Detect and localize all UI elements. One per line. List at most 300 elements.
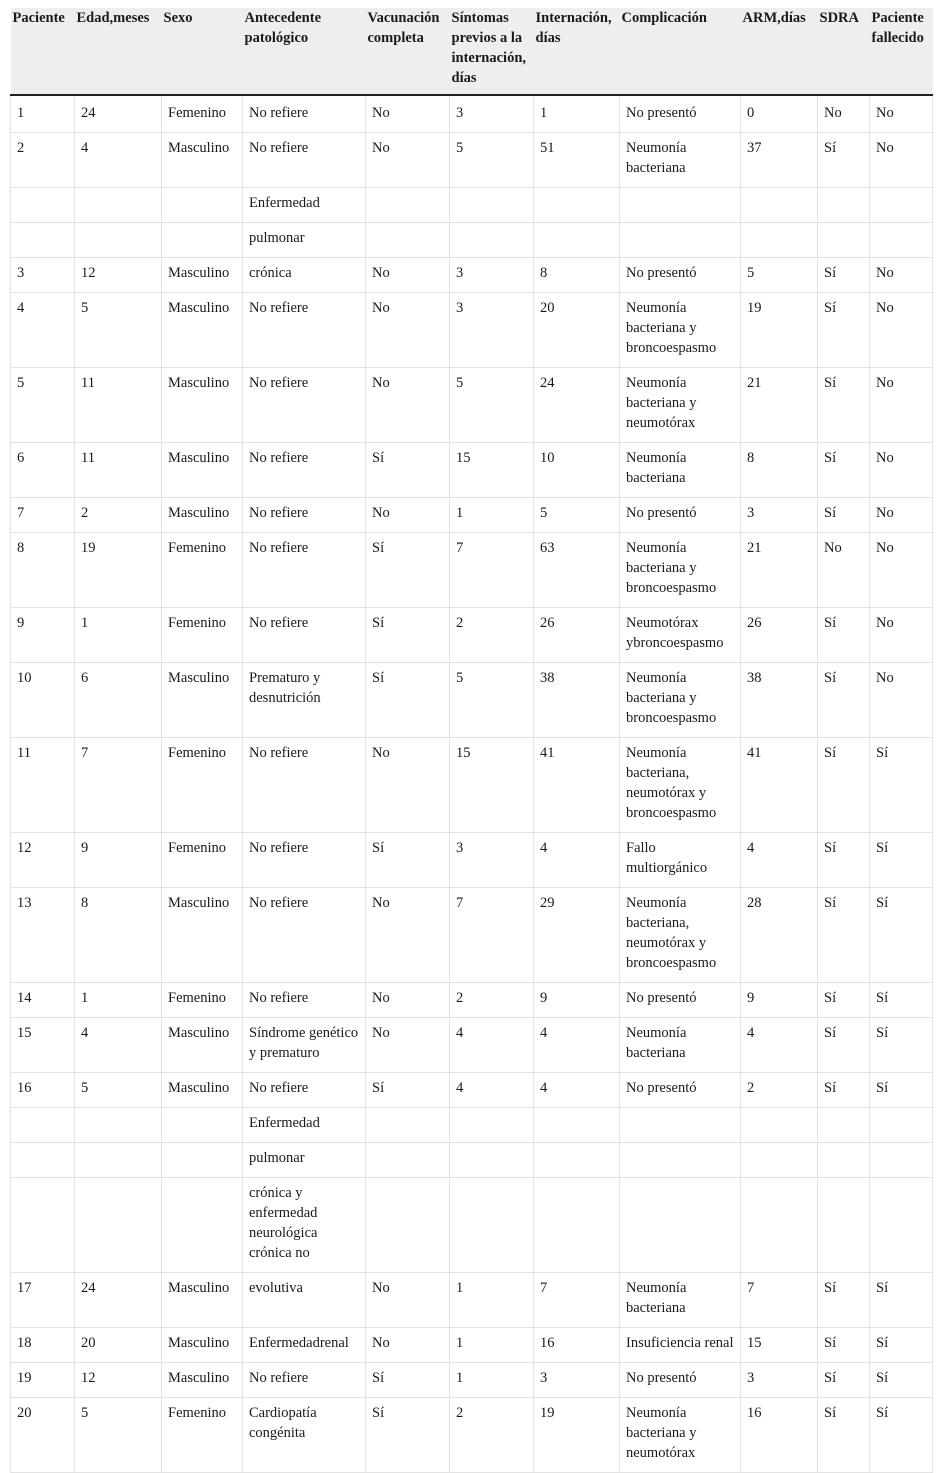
table-row xyxy=(11,1018,933,1073)
cell-paciente: 10 xyxy=(11,663,75,738)
cell-internacion: 41 xyxy=(534,738,620,833)
cell-paciente: 1 xyxy=(11,95,75,133)
header-arm: ARM,días xyxy=(741,8,818,95)
cell-vacunacion: No xyxy=(366,133,450,188)
cell-edad: 5 xyxy=(75,1398,162,1473)
cell-paciente: 17 xyxy=(11,1273,75,1328)
cell-antecedente: No refiere xyxy=(243,608,366,663)
cell-fallecido: No xyxy=(870,293,933,368)
cell-sexo: Masculino xyxy=(162,663,243,738)
table-row xyxy=(11,95,933,133)
cell-sintomas: 4 xyxy=(450,1073,534,1108)
cell-vacunacion: Sí xyxy=(366,1398,450,1473)
cell-complicacion: No presentó xyxy=(620,983,741,1018)
cell-fallecido: No xyxy=(870,533,933,608)
cell-edad: 11 xyxy=(75,368,162,443)
table-row xyxy=(11,608,933,663)
cell-arm: 3 xyxy=(741,1363,818,1398)
cell-vacunacion: No xyxy=(366,368,450,443)
table-container xyxy=(10,8,932,1461)
cell-sintomas: 2 xyxy=(450,608,534,663)
cell-internacion: 8 xyxy=(534,258,620,293)
cell-fallecido: Sí xyxy=(870,833,933,888)
table-body xyxy=(11,95,933,1473)
cell-vacunacion xyxy=(366,223,450,258)
cell-internacion: 4 xyxy=(534,833,620,888)
cell-vacunacion: Sí xyxy=(366,1363,450,1398)
cell-antecedente: Enfermedad xyxy=(243,188,366,223)
table-row xyxy=(11,1178,933,1273)
table-row xyxy=(11,738,933,833)
cell-arm: 4 xyxy=(741,833,818,888)
cell-sintomas: 5 xyxy=(450,133,534,188)
header-edad: Edad,meses xyxy=(75,8,162,95)
cell-complicacion xyxy=(620,1143,741,1178)
table-row xyxy=(11,1363,933,1398)
cell-complicacion: No presentó xyxy=(620,1363,741,1398)
cell-sintomas: 4 xyxy=(450,1018,534,1073)
cell-sdra: Sí xyxy=(818,133,870,188)
cell-sdra: Sí xyxy=(818,663,870,738)
cell-antecedente: No refiere xyxy=(243,983,366,1018)
cell-vacunacion: No xyxy=(366,983,450,1018)
table-row xyxy=(11,293,933,368)
cell-sexo: Masculino xyxy=(162,1363,243,1398)
cell-fallecido: No xyxy=(870,95,933,133)
cell-internacion xyxy=(534,1143,620,1178)
cell-arm xyxy=(741,1108,818,1143)
cell-sdra: Sí xyxy=(818,258,870,293)
cell-vacunacion xyxy=(366,188,450,223)
cell-internacion: 63 xyxy=(534,533,620,608)
cell-internacion: 51 xyxy=(534,133,620,188)
cell-sdra: Sí xyxy=(818,293,870,368)
table-row xyxy=(11,983,933,1018)
cell-sintomas xyxy=(450,1108,534,1143)
cell-arm: 5 xyxy=(741,258,818,293)
cell-internacion: 4 xyxy=(534,1018,620,1073)
cell-antecedente: No refiere xyxy=(243,133,366,188)
cell-complicacion: Neumonía bacteriana, neumotórax y broncoespasmo xyxy=(620,888,741,983)
cell-complicacion: Neumonía bacteriana xyxy=(620,443,741,498)
cell-vacunacion xyxy=(366,1178,450,1273)
cell-paciente xyxy=(11,1143,75,1178)
cell-edad: 4 xyxy=(75,133,162,188)
cell-arm: 19 xyxy=(741,293,818,368)
cell-internacion: 1 xyxy=(534,95,620,133)
cell-paciente: 2 xyxy=(11,133,75,188)
cell-sdra: Sí xyxy=(818,443,870,498)
cell-sdra: Sí xyxy=(818,608,870,663)
cell-arm: 26 xyxy=(741,608,818,663)
cell-paciente: 12 xyxy=(11,833,75,888)
cell-arm: 7 xyxy=(741,1273,818,1328)
cell-paciente: 11 xyxy=(11,738,75,833)
cell-arm: 8 xyxy=(741,443,818,498)
table-row xyxy=(11,1273,933,1328)
cell-internacion: 26 xyxy=(534,608,620,663)
cell-complicacion xyxy=(620,1108,741,1143)
cell-paciente xyxy=(11,1178,75,1273)
cell-vacunacion: No xyxy=(366,1273,450,1328)
cell-internacion: 20 xyxy=(534,293,620,368)
cell-sexo: Masculino xyxy=(162,368,243,443)
table-row xyxy=(11,443,933,498)
cell-internacion: 16 xyxy=(534,1328,620,1363)
cell-edad: 9 xyxy=(75,833,162,888)
table-row xyxy=(11,258,933,293)
header-row xyxy=(11,8,933,95)
cell-internacion: 7 xyxy=(534,1273,620,1328)
cell-complicacion: Neumonía bacteriana y broncoespasmo xyxy=(620,293,741,368)
cell-arm: 2 xyxy=(741,1073,818,1108)
cell-complicacion: Neumonía bacteriana y broncoespasmo xyxy=(620,663,741,738)
cell-sdra: No xyxy=(818,533,870,608)
cell-vacunacion: No xyxy=(366,738,450,833)
cell-arm xyxy=(741,188,818,223)
cell-paciente: 5 xyxy=(11,368,75,443)
cell-sexo: Femenino xyxy=(162,608,243,663)
cell-sintomas: 7 xyxy=(450,533,534,608)
cell-sexo: Femenino xyxy=(162,1398,243,1473)
cell-sdra: Sí xyxy=(818,1018,870,1073)
cell-sdra: Sí xyxy=(818,1328,870,1363)
cell-sexo: Masculino xyxy=(162,1328,243,1363)
table-row xyxy=(11,533,933,608)
cell-sdra: Sí xyxy=(818,833,870,888)
cell-complicacion xyxy=(620,1178,741,1273)
cell-vacunacion: No xyxy=(366,258,450,293)
cell-antecedente: Cardiopatía congénita xyxy=(243,1398,366,1473)
header-sdra: SDRA xyxy=(818,8,870,95)
cell-sexo: Femenino xyxy=(162,833,243,888)
cell-paciente: 8 xyxy=(11,533,75,608)
cell-antecedente: No refiere xyxy=(243,368,366,443)
table-row xyxy=(11,133,933,188)
cell-fallecido: No xyxy=(870,133,933,188)
cell-vacunacion: Sí xyxy=(366,663,450,738)
cell-vacunacion: Sí xyxy=(366,1073,450,1108)
cell-fallecido: Sí xyxy=(870,983,933,1018)
cell-fallecido: Sí xyxy=(870,1273,933,1328)
header-sexo: Sexo xyxy=(162,8,243,95)
cell-vacunacion: No xyxy=(366,498,450,533)
cell-fallecido xyxy=(870,1178,933,1273)
header-internacion: Internación, días xyxy=(534,8,620,95)
cell-fallecido: No xyxy=(870,443,933,498)
cell-vacunacion: Sí xyxy=(366,833,450,888)
cell-complicacion: Neumonía bacteriana xyxy=(620,133,741,188)
cell-vacunacion: No xyxy=(366,95,450,133)
cell-complicacion: No presentó xyxy=(620,498,741,533)
cell-complicacion: Neumonía bacteriana y neumotórax xyxy=(620,1398,741,1473)
cell-vacunacion: Sí xyxy=(366,443,450,498)
cell-paciente: 9 xyxy=(11,608,75,663)
cell-sintomas xyxy=(450,188,534,223)
cell-edad: 12 xyxy=(75,1363,162,1398)
cell-edad: 24 xyxy=(75,95,162,133)
cell-sdra: Sí xyxy=(818,1363,870,1398)
cell-fallecido: Sí xyxy=(870,1398,933,1473)
cell-fallecido: No xyxy=(870,498,933,533)
cell-antecedente: crónica xyxy=(243,258,366,293)
table-row xyxy=(11,1328,933,1363)
cell-sexo: Masculino xyxy=(162,133,243,188)
cell-edad xyxy=(75,1143,162,1178)
cell-sintomas: 5 xyxy=(450,368,534,443)
cell-internacion xyxy=(534,188,620,223)
cell-sexo: Masculino xyxy=(162,888,243,983)
cell-sintomas: 2 xyxy=(450,1398,534,1473)
cell-sintomas xyxy=(450,1178,534,1273)
cell-edad: 1 xyxy=(75,608,162,663)
table-row xyxy=(11,223,933,258)
header-vacunacion: Vacunación completa xyxy=(366,8,450,95)
cell-sdra xyxy=(818,1178,870,1273)
cell-vacunacion: No xyxy=(366,1328,450,1363)
cell-antecedente: Enfermedadrenal xyxy=(243,1328,366,1363)
cell-paciente xyxy=(11,223,75,258)
cell-internacion: 29 xyxy=(534,888,620,983)
cell-edad: 12 xyxy=(75,258,162,293)
table-row xyxy=(11,498,933,533)
table-row xyxy=(11,1143,933,1178)
cell-sexo: Masculino xyxy=(162,443,243,498)
cell-arm: 28 xyxy=(741,888,818,983)
cell-sdra: Sí xyxy=(818,738,870,833)
cell-sexo: Femenino xyxy=(162,533,243,608)
cell-antecedente: No refiere xyxy=(243,293,366,368)
cell-antecedente: No refiere xyxy=(243,498,366,533)
cell-sintomas: 15 xyxy=(450,443,534,498)
cell-edad: 5 xyxy=(75,293,162,368)
cell-edad: 4 xyxy=(75,1018,162,1073)
cell-sdra: Sí xyxy=(818,1273,870,1328)
cell-arm: 21 xyxy=(741,368,818,443)
cell-antecedente: pulmonar xyxy=(243,223,366,258)
cell-paciente: 14 xyxy=(11,983,75,1018)
cell-antecedente: Prematuro y desnutrición xyxy=(243,663,366,738)
table-row xyxy=(11,1398,933,1473)
cell-antecedente: evolutiva xyxy=(243,1273,366,1328)
cell-sdra: Sí xyxy=(818,498,870,533)
cell-edad: 19 xyxy=(75,533,162,608)
cell-fallecido xyxy=(870,1108,933,1143)
cell-paciente xyxy=(11,1108,75,1143)
cell-internacion xyxy=(534,223,620,258)
cell-fallecido xyxy=(870,188,933,223)
cell-arm: 0 xyxy=(741,95,818,133)
cell-fallecido: Sí xyxy=(870,1328,933,1363)
header-sintomas: Síntomas previos a la internación, días xyxy=(450,8,534,95)
cell-edad: 8 xyxy=(75,888,162,983)
cell-sdra xyxy=(818,1108,870,1143)
cell-sdra: Sí xyxy=(818,983,870,1018)
cell-complicacion: Neumonía bacteriana y broncoespasmo xyxy=(620,533,741,608)
header-fallecido: Paciente fallecido xyxy=(870,8,933,95)
cell-sintomas: 1 xyxy=(450,1273,534,1328)
cell-arm: 21 xyxy=(741,533,818,608)
cell-complicacion: No presentó xyxy=(620,95,741,133)
cell-paciente xyxy=(11,188,75,223)
cell-edad xyxy=(75,223,162,258)
cell-arm: 37 xyxy=(741,133,818,188)
cell-arm: 16 xyxy=(741,1398,818,1473)
cell-sintomas: 15 xyxy=(450,738,534,833)
cell-sdra xyxy=(818,188,870,223)
cell-sintomas: 1 xyxy=(450,1328,534,1363)
cell-paciente: 13 xyxy=(11,888,75,983)
table-row xyxy=(11,888,933,983)
cell-fallecido: Sí xyxy=(870,1018,933,1073)
cell-sintomas: 2 xyxy=(450,983,534,1018)
cell-edad: 5 xyxy=(75,1073,162,1108)
cell-arm: 15 xyxy=(741,1328,818,1363)
cell-antecedente: No refiere xyxy=(243,443,366,498)
cell-complicacion: Neumonía bacteriana, neumotórax y broncoespasmo xyxy=(620,738,741,833)
cell-complicacion: Neumotórax ybroncoespasmo xyxy=(620,608,741,663)
cell-complicacion: No presentó xyxy=(620,1073,741,1108)
cell-arm: 4 xyxy=(741,1018,818,1073)
cell-fallecido: No xyxy=(870,258,933,293)
cell-internacion: 10 xyxy=(534,443,620,498)
cell-sexo: Masculino xyxy=(162,498,243,533)
cell-sexo xyxy=(162,188,243,223)
cell-sexo: Masculino xyxy=(162,1273,243,1328)
cell-sexo: Femenino xyxy=(162,95,243,133)
cell-antecedente: No refiere xyxy=(243,833,366,888)
cell-internacion xyxy=(534,1178,620,1273)
cell-vacunacion: Sí xyxy=(366,533,450,608)
cell-paciente: 20 xyxy=(11,1398,75,1473)
cell-internacion: 19 xyxy=(534,1398,620,1473)
cell-antecedente: No refiere xyxy=(243,738,366,833)
cell-sdra xyxy=(818,223,870,258)
table-row xyxy=(11,1108,933,1143)
cell-vacunacion xyxy=(366,1108,450,1143)
cell-paciente: 6 xyxy=(11,443,75,498)
cell-internacion xyxy=(534,1108,620,1143)
cell-edad xyxy=(75,188,162,223)
cell-fallecido xyxy=(870,223,933,258)
cell-sintomas: 3 xyxy=(450,95,534,133)
cell-sdra: Sí xyxy=(818,888,870,983)
cell-sdra: Sí xyxy=(818,368,870,443)
patients-table xyxy=(10,8,933,1473)
cell-sintomas: 5 xyxy=(450,663,534,738)
cell-fallecido: Sí xyxy=(870,888,933,983)
table-header xyxy=(11,8,933,95)
cell-sexo: Masculino xyxy=(162,1018,243,1073)
cell-complicacion: Insuficiencia renal xyxy=(620,1328,741,1363)
cell-paciente: 15 xyxy=(11,1018,75,1073)
cell-vacunacion xyxy=(366,1143,450,1178)
cell-sexo xyxy=(162,1143,243,1178)
cell-fallecido: No xyxy=(870,368,933,443)
cell-sdra: No xyxy=(818,95,870,133)
cell-complicacion: Fallo multiorgánico xyxy=(620,833,741,888)
cell-sexo xyxy=(162,223,243,258)
cell-arm xyxy=(741,223,818,258)
cell-vacunacion: Sí xyxy=(366,608,450,663)
header-complicacion: Complicación xyxy=(620,8,741,95)
cell-sexo xyxy=(162,1178,243,1273)
cell-edad: 24 xyxy=(75,1273,162,1328)
cell-arm xyxy=(741,1178,818,1273)
cell-edad: 7 xyxy=(75,738,162,833)
cell-sintomas: 1 xyxy=(450,498,534,533)
cell-arm: 41 xyxy=(741,738,818,833)
cell-vacunacion: No xyxy=(366,888,450,983)
cell-internacion: 24 xyxy=(534,368,620,443)
cell-arm: 9 xyxy=(741,983,818,1018)
cell-arm xyxy=(741,1143,818,1178)
cell-edad: 1 xyxy=(75,983,162,1018)
cell-fallecido: No xyxy=(870,663,933,738)
cell-paciente: 3 xyxy=(11,258,75,293)
cell-fallecido xyxy=(870,1143,933,1178)
cell-internacion: 38 xyxy=(534,663,620,738)
cell-edad xyxy=(75,1178,162,1273)
cell-sintomas: 7 xyxy=(450,888,534,983)
cell-sdra xyxy=(818,1143,870,1178)
cell-edad: 6 xyxy=(75,663,162,738)
cell-complicacion xyxy=(620,223,741,258)
table-row xyxy=(11,368,933,443)
cell-antecedente: No refiere xyxy=(243,1363,366,1398)
cell-fallecido: Sí xyxy=(870,1073,933,1108)
cell-antecedente: No refiere xyxy=(243,533,366,608)
cell-edad xyxy=(75,1108,162,1143)
cell-paciente: 4 xyxy=(11,293,75,368)
cell-sintomas: 3 xyxy=(450,293,534,368)
cell-antecedente: pulmonar xyxy=(243,1143,366,1178)
cell-internacion: 3 xyxy=(534,1363,620,1398)
cell-sintomas: 3 xyxy=(450,258,534,293)
cell-arm: 3 xyxy=(741,498,818,533)
cell-internacion: 4 xyxy=(534,1073,620,1108)
cell-internacion: 5 xyxy=(534,498,620,533)
cell-sexo: Femenino xyxy=(162,738,243,833)
cell-antecedente: No refiere xyxy=(243,888,366,983)
cell-internacion: 9 xyxy=(534,983,620,1018)
cell-antecedente: Enfermedad xyxy=(243,1108,366,1143)
cell-sexo: Masculino xyxy=(162,293,243,368)
cell-paciente: 19 xyxy=(11,1363,75,1398)
cell-paciente: 16 xyxy=(11,1073,75,1108)
cell-edad: 20 xyxy=(75,1328,162,1363)
cell-paciente: 7 xyxy=(11,498,75,533)
cell-sexo: Femenino xyxy=(162,983,243,1018)
header-paciente: Paciente xyxy=(11,8,75,95)
cell-antecedente: Síndrome genético y prematuro xyxy=(243,1018,366,1073)
cell-sexo: Masculino xyxy=(162,258,243,293)
cell-sintomas xyxy=(450,1143,534,1178)
cell-edad: 11 xyxy=(75,443,162,498)
table-row xyxy=(11,833,933,888)
cell-paciente: 18 xyxy=(11,1328,75,1363)
cell-antecedente: No refiere xyxy=(243,1073,366,1108)
cell-fallecido: Sí xyxy=(870,738,933,833)
cell-complicacion: No presentó xyxy=(620,258,741,293)
cell-sdra: Sí xyxy=(818,1073,870,1108)
cell-fallecido: Sí xyxy=(870,1363,933,1398)
cell-sdra: Sí xyxy=(818,1398,870,1473)
cell-antecedente: crónica y enfermedad neurológica crónica no xyxy=(243,1178,366,1273)
table-row xyxy=(11,188,933,223)
cell-complicacion: Neumonía bacteriana xyxy=(620,1273,741,1328)
cell-sexo: Masculino xyxy=(162,1073,243,1108)
